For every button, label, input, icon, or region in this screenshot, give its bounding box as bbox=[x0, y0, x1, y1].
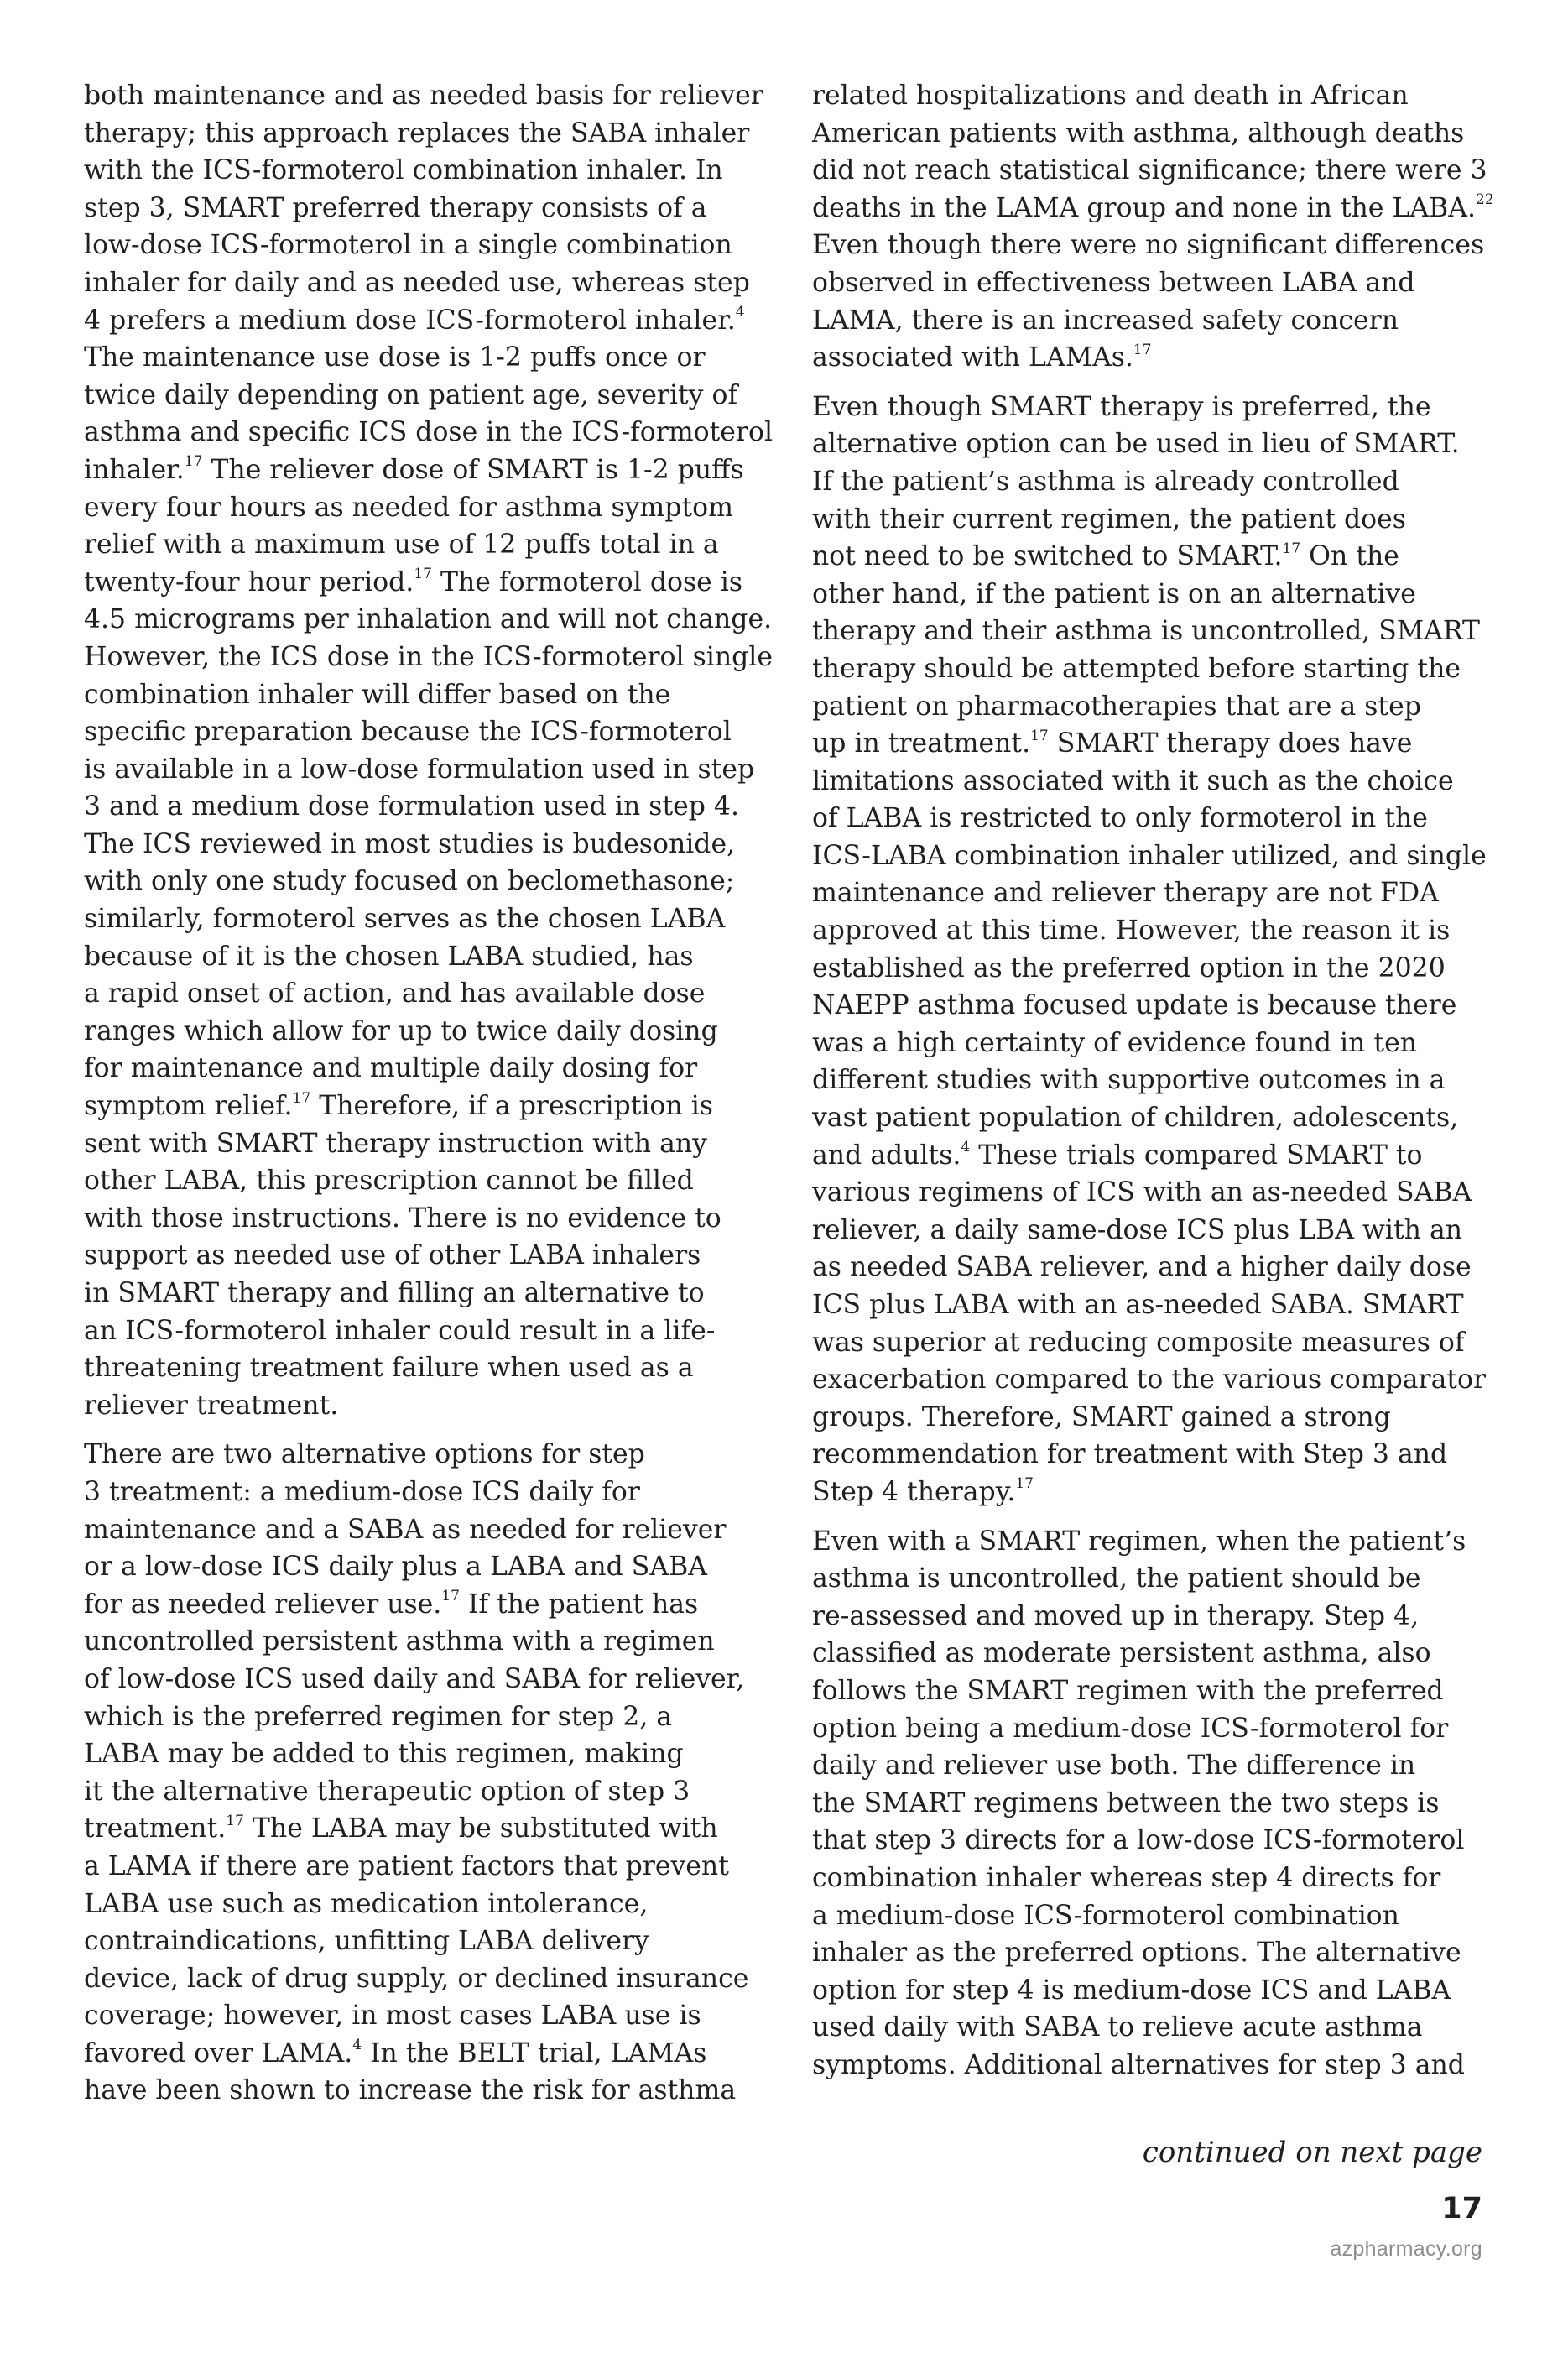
citation-ref: 17 bbox=[226, 1812, 244, 1829]
text-run: step 3, SMART preferred therapy consists of a bbox=[84, 192, 707, 223]
text-line bbox=[812, 1212, 1483, 1250]
text-line bbox=[84, 676, 772, 714]
text-line bbox=[84, 1474, 772, 1511]
text-run: the SMART regimens between the two steps is bbox=[812, 1787, 1440, 1818]
text-run: Even though there were no significant differences bbox=[812, 230, 1485, 261]
text-line bbox=[812, 950, 1483, 988]
body-paragraph bbox=[812, 389, 1487, 1511]
text-line bbox=[812, 1399, 1483, 1437]
text-line bbox=[812, 1710, 1483, 1748]
text-line bbox=[84, 264, 772, 302]
text-line bbox=[84, 1200, 772, 1238]
text-run: 3 and a medium dose formulation used in step 4. bbox=[84, 791, 739, 822]
text-line bbox=[84, 1349, 772, 1387]
text-line bbox=[812, 1934, 1483, 1972]
text-line bbox=[812, 1972, 1483, 2010]
text-run: established as the preferred option in the 2020 bbox=[812, 952, 1446, 983]
text-run: a medium-dose ICS-formoterol combination bbox=[812, 1900, 1399, 1931]
text-line bbox=[84, 1548, 772, 1586]
text-line bbox=[84, 826, 772, 863]
text-line bbox=[84, 1773, 772, 1811]
text-line bbox=[84, 2072, 772, 2110]
text-run: American patients with asthma, although deaths bbox=[812, 117, 1465, 149]
text-line bbox=[84, 938, 772, 976]
text-run: patient on pharmacotherapies that are a step bbox=[812, 691, 1421, 722]
text-run: every four hours as needed for asthma symptom bbox=[84, 492, 733, 523]
text-line bbox=[84, 788, 772, 826]
text-line bbox=[812, 874, 1483, 912]
citation-ref: 17 bbox=[1133, 341, 1152, 358]
text-run: LAMA, there is an increased safety concern bbox=[812, 305, 1399, 336]
text-run: related hospitalizations and death in African bbox=[812, 81, 1409, 111]
text-run: If the patient’s asthma is already controlled bbox=[812, 466, 1399, 497]
citation-ref: 4 bbox=[352, 2037, 362, 2054]
text-run: other LABA, this prescription cannot be filled bbox=[84, 1166, 694, 1197]
text-run: reliever, a daily same-dose ICS plus LBA with an bbox=[812, 1214, 1463, 1245]
text-run: asthma and specific ICS dose in the ICS-formoterol bbox=[84, 417, 774, 448]
citation-ref: 17 bbox=[441, 1588, 460, 1605]
text-run: ICS plus LABA with an as-needed SABA. SMART bbox=[812, 1290, 1464, 1320]
citation-ref: 17 bbox=[292, 1089, 311, 1107]
text-line bbox=[84, 751, 772, 789]
citation-ref: 17 bbox=[1282, 540, 1301, 557]
text-line bbox=[812, 763, 1483, 801]
text-line bbox=[84, 489, 772, 527]
text-run: The reliever dose of SMART is 1-2 puffs bbox=[202, 454, 744, 485]
text-line bbox=[84, 1735, 772, 1773]
text-line bbox=[84, 115, 772, 153]
text-line bbox=[84, 1312, 772, 1350]
text-line bbox=[812, 1249, 1483, 1286]
text-run: or a low-dose ICS daily plus a LABA and SABA bbox=[84, 1552, 708, 1583]
text-run: option being a medium-dose ICS-formoterol for bbox=[812, 1713, 1449, 1744]
text-line bbox=[84, 1698, 772, 1736]
text-run: was superior at reducing composite measures of bbox=[812, 1327, 1465, 1358]
text-line bbox=[812, 2047, 1483, 2084]
text-line bbox=[812, 302, 1483, 340]
text-line bbox=[812, 190, 1494, 227]
text-line bbox=[812, 389, 1483, 426]
text-run: other hand, if the patient is on an alternative bbox=[812, 578, 1416, 609]
text-run: Even with a SMART regimen, when the patient’s bbox=[812, 1526, 1466, 1557]
text-run: which is the preferred regimen for step 2, a bbox=[84, 1701, 673, 1732]
text-run: approved at this time. However, the reason it is bbox=[812, 916, 1451, 947]
body-paragraph bbox=[84, 77, 772, 1424]
text-run: device, lack of drug supply, or declined insurance bbox=[84, 1963, 749, 1994]
text-run: 3 treatment: a medium-dose ICS daily for bbox=[84, 1476, 640, 1507]
text-line bbox=[84, 1237, 772, 1275]
text-run: coverage; however, in most cases LABA use is bbox=[84, 2001, 701, 2032]
text-run: SMART therapy does have bbox=[1048, 728, 1413, 759]
text-run: groups. Therefore, SMART gained a strong bbox=[812, 1401, 1391, 1432]
text-run: is available in a low-dose formulation used in step bbox=[84, 754, 755, 785]
text-line bbox=[84, 339, 772, 377]
text-line bbox=[84, 1960, 772, 1998]
text-run: combination inhaler will differ based on the bbox=[84, 679, 671, 710]
text-run: exacerbation compared to the various comparator bbox=[812, 1364, 1487, 1396]
text-line bbox=[84, 564, 772, 602]
citation-ref: 4 bbox=[961, 1139, 971, 1156]
text-run: LABA use such as medication intolerance, bbox=[84, 1888, 649, 1919]
text-run: and adults. bbox=[812, 1140, 961, 1171]
text-run: associated with LAMAs. bbox=[812, 342, 1133, 373]
text-run: sent with SMART therapy instruction with any bbox=[84, 1128, 707, 1159]
text-line bbox=[812, 227, 1483, 264]
text-run: not need to be switched to SMART. bbox=[812, 541, 1283, 572]
text-line bbox=[84, 1586, 772, 1624]
text-run: reliever treatment. bbox=[84, 1390, 339, 1421]
text-line bbox=[812, 912, 1483, 950]
text-line bbox=[84, 1275, 772, 1312]
text-line bbox=[84, 1848, 772, 1886]
text-run: have been shown to increase the risk for asthma bbox=[84, 2075, 737, 2106]
text-run: Step 4 therapy. bbox=[812, 1476, 1016, 1507]
text-run: it the alternative therapeutic option of step 3 bbox=[84, 1776, 690, 1807]
citation-ref: 17 bbox=[414, 566, 432, 583]
text-line bbox=[812, 1062, 1483, 1099]
text-run: inhaler. bbox=[84, 454, 185, 485]
text-line bbox=[812, 987, 1483, 1025]
text-line bbox=[812, 1822, 1483, 1860]
text-line bbox=[812, 2009, 1483, 2047]
text-run: low-dose ICS-formoterol in a single combination bbox=[84, 230, 732, 261]
text-line bbox=[84, 1088, 772, 1125]
body-paragraph bbox=[84, 1436, 772, 2110]
text-run: with the ICS-formoterol combination inhaler. In bbox=[84, 155, 723, 186]
text-line bbox=[812, 1897, 1483, 1935]
text-run: The formoterol dose is bbox=[431, 566, 743, 597]
text-run: re-assessed and moved up in therapy. Step 4, bbox=[812, 1600, 1420, 1631]
text-run: maintenance and reliever therapy are not FDA bbox=[812, 878, 1439, 909]
text-run: specific preparation because the ICS-formoterol bbox=[84, 717, 732, 748]
text-run: NAEPP asthma focused update is because there bbox=[812, 990, 1457, 1021]
text-line bbox=[84, 2035, 772, 2073]
left-column bbox=[84, 77, 772, 2121]
text-run: threatening treatment failure when used as a bbox=[84, 1353, 694, 1384]
text-line bbox=[84, 1511, 772, 1549]
text-run: inhaler for daily and as needed use, whereas step bbox=[84, 267, 750, 298]
text-line bbox=[812, 1598, 1483, 1636]
text-run: was a high certainty of evidence found in ten bbox=[812, 1027, 1418, 1058]
text-line bbox=[84, 863, 772, 900]
text-line bbox=[812, 1672, 1483, 1710]
text-run: therapy and their asthma is uncontrolled, SMART bbox=[812, 616, 1481, 647]
text-run: option for step 4 is medium-dose ICS and LABA bbox=[812, 1975, 1451, 2006]
site-url: azpharmacy.org bbox=[1330, 2237, 1482, 2261]
text-line bbox=[812, 1174, 1483, 1212]
text-run: favored over LAMA. bbox=[84, 2037, 353, 2069]
text-run: symptoms. Additional alternatives for step 3 and bbox=[812, 2049, 1465, 2080]
text-line bbox=[84, 1997, 772, 2035]
text-run: vast patient population of children, adolescents, bbox=[812, 1103, 1459, 1134]
text-run: with their current regimen, the patient does bbox=[812, 503, 1406, 535]
text-line bbox=[812, 77, 1483, 115]
text-run: of LABA is restricted to only formoterol in the bbox=[812, 803, 1428, 834]
text-line bbox=[812, 1747, 1483, 1785]
text-run: In the BELT trial, LAMAs bbox=[362, 2037, 707, 2069]
text-line bbox=[812, 837, 1487, 875]
text-line bbox=[812, 1474, 1483, 1511]
text-line bbox=[812, 339, 1483, 377]
text-run: Even though SMART therapy is preferred, the bbox=[812, 391, 1431, 422]
text-run: maintenance and a SABA as needed for reliever bbox=[84, 1514, 727, 1545]
text-line bbox=[812, 538, 1483, 576]
text-line bbox=[812, 115, 1483, 153]
text-run: twenty-four hour period. bbox=[84, 566, 414, 597]
text-run: inhaler as the preferred options. The alternative bbox=[812, 1938, 1461, 1969]
text-run: with only one study focused on beclomethasone; bbox=[84, 866, 735, 897]
right-column bbox=[812, 77, 1494, 2095]
text-line bbox=[812, 1785, 1483, 1823]
text-run: There are two alternative options for step bbox=[84, 1439, 645, 1470]
text-run: as needed SABA reliever, and a higher daily dose bbox=[812, 1252, 1472, 1283]
text-run: a LAMA if there are patient factors that prevent bbox=[84, 1850, 729, 1881]
text-run: used daily with SABA to relieve acute asthma bbox=[812, 2012, 1423, 2043]
text-run: asthma is uncontrolled, the patient should be bbox=[812, 1563, 1421, 1594]
text-line bbox=[812, 800, 1483, 837]
text-run: because of it is the chosen LABA studied, has bbox=[84, 941, 694, 972]
text-run: Therefore, if a prescription is bbox=[310, 1091, 713, 1122]
citation-ref: 17 bbox=[184, 453, 203, 471]
text-run: recommendation for treatment with Step 3 and bbox=[812, 1439, 1448, 1470]
text-run: both maintenance and as needed basis for reliever bbox=[84, 81, 763, 111]
text-run: The ICS reviewed in most studies is budesonide, bbox=[84, 828, 736, 859]
text-line bbox=[812, 501, 1483, 539]
text-run: 4.5 micrograms per inhalation and will not change. bbox=[84, 604, 773, 635]
text-run: On the bbox=[1300, 541, 1399, 572]
text-line bbox=[84, 639, 772, 676]
text-line bbox=[812, 1286, 1483, 1324]
text-run: in SMART therapy and filling an alternative to bbox=[84, 1278, 705, 1308]
text-line bbox=[84, 377, 772, 415]
text-line bbox=[812, 1137, 1483, 1175]
text-run: an ICS-formoterol inhaler could result in a life- bbox=[84, 1315, 716, 1346]
text-run: for as needed reliever use. bbox=[84, 1589, 442, 1620]
text-run: a rapid onset of action, and has available dose bbox=[84, 978, 706, 1010]
text-line bbox=[84, 1050, 772, 1088]
text-run: 4 prefers a medium dose ICS-formoterol inhaler. bbox=[84, 305, 736, 336]
text-line bbox=[812, 425, 1483, 463]
text-line bbox=[84, 227, 772, 264]
text-line bbox=[84, 601, 772, 639]
text-run: observed in effectiveness between LABA and bbox=[812, 267, 1415, 298]
text-run: daily and reliever use both. The difference in bbox=[812, 1750, 1416, 1782]
text-run: ranges which allow for up to twice daily dosing bbox=[84, 1015, 718, 1046]
text-line bbox=[812, 1635, 1483, 1672]
body-paragraph bbox=[812, 77, 1494, 377]
text-line bbox=[812, 576, 1483, 613]
text-line bbox=[84, 190, 772, 227]
text-line bbox=[812, 1436, 1483, 1474]
text-run: various regimens of ICS with an as-needed SABA bbox=[812, 1177, 1472, 1208]
text-line bbox=[812, 152, 1487, 190]
text-line bbox=[84, 900, 772, 938]
text-line bbox=[812, 1324, 1483, 1362]
text-line bbox=[84, 526, 772, 564]
text-run: contraindications, unfitting LABA delivery bbox=[84, 1926, 649, 1957]
text-line bbox=[812, 1025, 1483, 1062]
text-run: relief with a maximum use of 12 puffs total in a bbox=[84, 530, 719, 561]
text-line bbox=[812, 725, 1483, 763]
text-run: different studies with supportive outcomes in a bbox=[812, 1065, 1446, 1096]
text-line bbox=[84, 302, 772, 340]
text-line bbox=[84, 152, 772, 190]
text-run: LABA may be added to this regimen, making bbox=[84, 1739, 684, 1770]
text-line bbox=[812, 1361, 1487, 1399]
text-run: of low-dose ICS used daily and SABA for reliever, bbox=[84, 1663, 745, 1694]
text-run: up in treatment. bbox=[812, 728, 1031, 759]
text-line bbox=[812, 1099, 1483, 1137]
text-run: did not reach statistical significance; there were 3 bbox=[812, 155, 1487, 186]
text-run: for maintenance and multiple daily dosing for bbox=[84, 1053, 698, 1084]
text-line bbox=[812, 613, 1483, 650]
text-run: symptom relief. bbox=[84, 1091, 293, 1122]
text-run: ICS-LABA combination inhaler utilized, and single bbox=[812, 840, 1487, 871]
text-run: These trials compared SMART to bbox=[970, 1140, 1423, 1171]
citation-ref: 17 bbox=[1015, 1475, 1034, 1493]
text-run: However, the ICS dose in the ICS-formoterol single bbox=[84, 641, 774, 672]
text-run: If the patient has bbox=[459, 1589, 699, 1620]
text-line bbox=[84, 1661, 772, 1698]
text-run: therapy; this approach replaces the SABA inhaler bbox=[84, 117, 750, 149]
text-run: limitations associated with it such as the choice bbox=[812, 765, 1454, 796]
text-line bbox=[84, 1623, 772, 1661]
text-run: treatment. bbox=[84, 1813, 227, 1844]
text-line bbox=[812, 688, 1483, 726]
text-run: with those instructions. There is no evidence to bbox=[84, 1203, 721, 1234]
text-line bbox=[84, 1886, 772, 1923]
text-line bbox=[84, 451, 772, 489]
page-number: 17 bbox=[1441, 2192, 1482, 2225]
text-line bbox=[84, 1162, 772, 1200]
citation-ref: 4 bbox=[735, 304, 745, 321]
text-run: uncontrolled persistent asthma with a regimen bbox=[84, 1626, 715, 1657]
text-line bbox=[812, 1560, 1483, 1598]
text-line bbox=[84, 414, 772, 451]
text-run: twice daily depending on patient age, severity of bbox=[84, 379, 738, 410]
text-line bbox=[84, 713, 772, 751]
citation-ref: 22 bbox=[1476, 191, 1494, 209]
text-line bbox=[84, 975, 772, 1013]
text-run: support as needed use of other LABA inhalers bbox=[84, 1240, 701, 1271]
text-line bbox=[84, 1013, 772, 1051]
text-run: therapy should be attempted before starting the bbox=[812, 653, 1461, 684]
text-line bbox=[84, 77, 772, 115]
text-line bbox=[812, 264, 1483, 302]
body-paragraph bbox=[812, 1523, 1483, 2084]
text-line bbox=[84, 1923, 772, 1960]
text-line bbox=[812, 463, 1483, 501]
text-run: combination inhaler whereas step 4 directs for bbox=[812, 1862, 1441, 1893]
text-line bbox=[812, 650, 1483, 688]
text-line bbox=[812, 1860, 1483, 1897]
text-line bbox=[84, 1125, 772, 1163]
text-run: follows the SMART regimen with the preferred bbox=[812, 1675, 1444, 1706]
text-run: alternative option can be used in lieu of SMART. bbox=[812, 429, 1460, 460]
text-run: The LABA may be substituted with bbox=[243, 1813, 718, 1844]
text-line bbox=[84, 1810, 772, 1848]
text-run: similarly, formoterol serves as the chosen LABA bbox=[84, 904, 726, 935]
text-run: classified as moderate persistent asthma, also bbox=[812, 1638, 1431, 1669]
text-run: that step 3 directs for a low-dose ICS-formoterol bbox=[812, 1825, 1465, 1856]
text-line bbox=[812, 1523, 1483, 1561]
text-line bbox=[84, 1436, 772, 1474]
continued-note: continued on next page bbox=[1142, 2136, 1482, 2169]
citation-ref: 17 bbox=[1030, 727, 1049, 744]
text-run: deaths in the LAMA group and none in the LABA. bbox=[812, 192, 1477, 223]
text-line bbox=[84, 1387, 772, 1425]
text-run: The maintenance use dose is 1-2 puffs once or bbox=[84, 342, 706, 373]
